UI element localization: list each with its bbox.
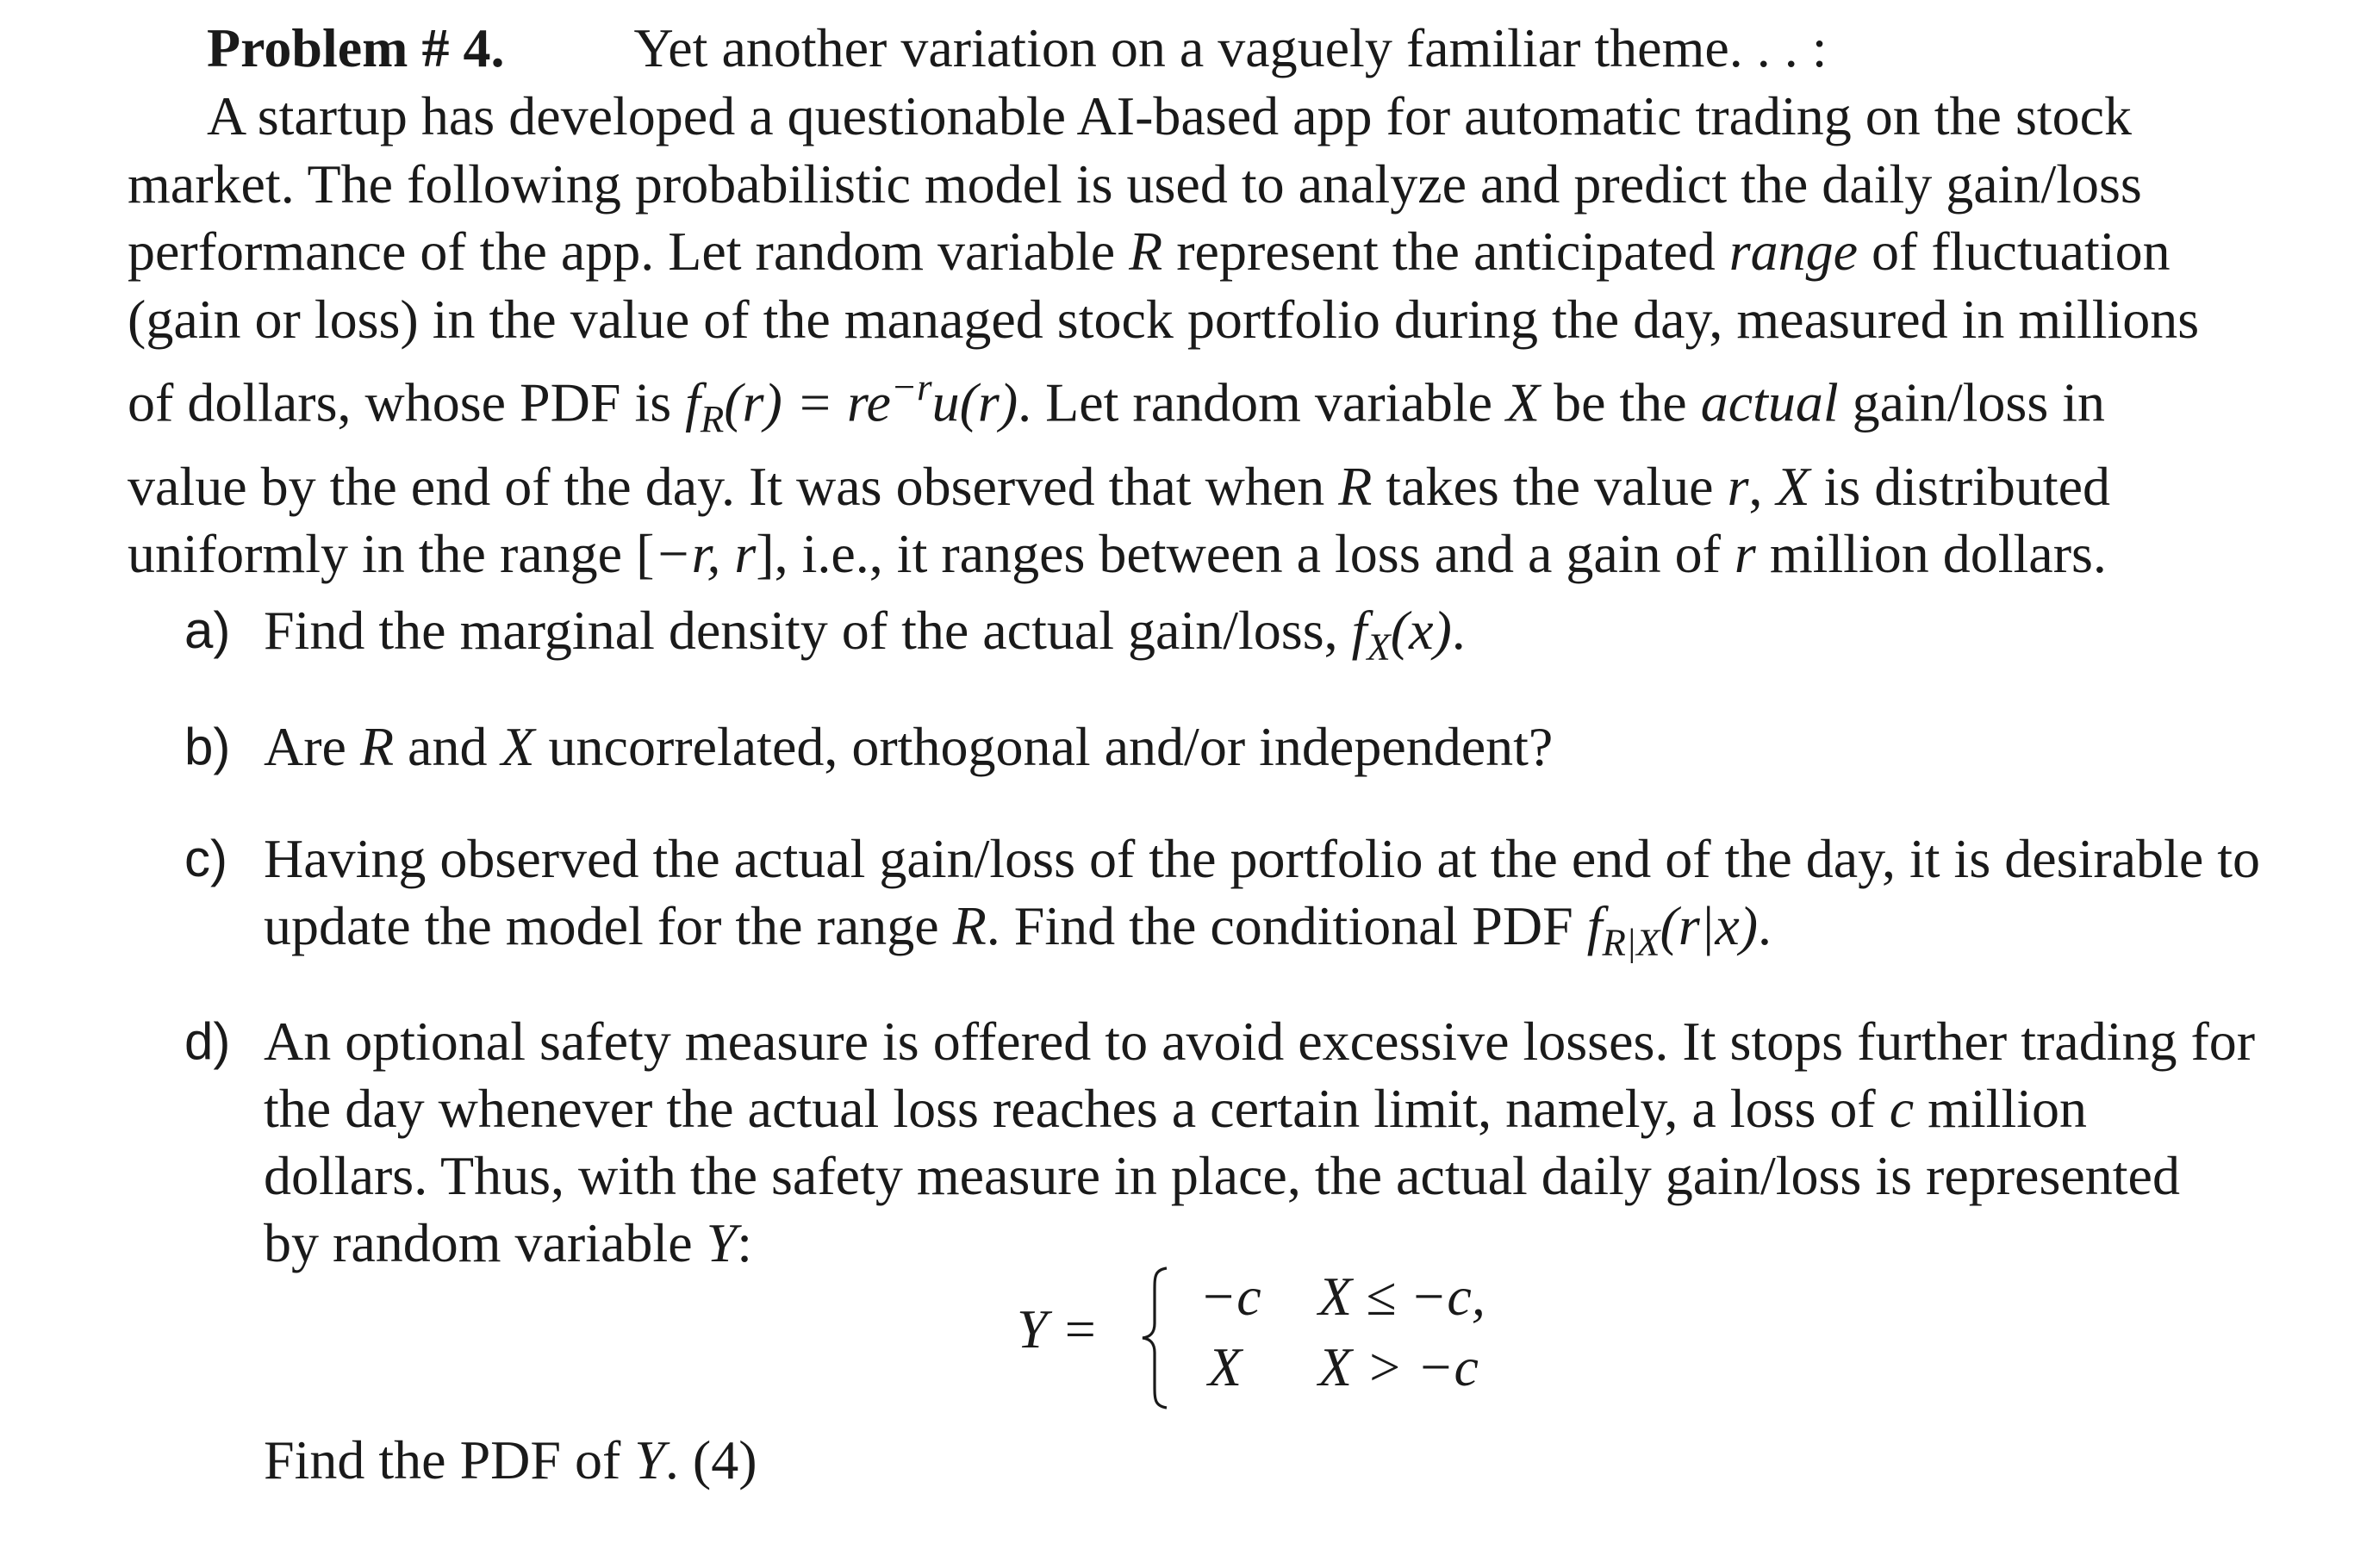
- intro-line: [128, 353, 2299, 453]
- problem-subtitle: Yet another variation on a vaguely familiar theme. . . :: [633, 17, 1828, 78]
- intro-text: of dollars, whose PDF is: [128, 371, 686, 433]
- var-c: c: [1889, 1078, 1915, 1139]
- part-line: dollars. Thus, with the safety measure in place, the actual daily gain/loss is represented: [264, 1145, 2180, 1206]
- pdf-formula: (r) = re: [724, 371, 891, 433]
- var-R: R: [1338, 455, 1373, 517]
- intro-text: of fluctuation: [1858, 221, 2171, 282]
- part-a-marker: a): [184, 601, 231, 659]
- part-text: and: [394, 716, 501, 777]
- part-text: by random variable: [264, 1212, 707, 1273]
- intro-text: gain/loss in: [1838, 371, 2106, 433]
- emphasis-actual: actual: [1700, 371, 1839, 433]
- part-line: [264, 893, 2260, 976]
- var-r: r: [1734, 523, 1756, 585]
- part-c-marker: c): [184, 830, 227, 887]
- intro-text: uniformly in the range [: [128, 523, 655, 585]
- part-text: million: [1914, 1078, 2087, 1139]
- case-2-condition: X > −c: [1318, 1336, 1479, 1397]
- intro-line: A startup has developed a questionable AI-based app for automatic trading on the stock: [207, 85, 2133, 146]
- part-line: [264, 1075, 2255, 1142]
- intro-text: takes the value: [1372, 455, 1728, 517]
- part-text: Are: [264, 716, 360, 777]
- pdf-f: f: [685, 371, 701, 433]
- part-text: update the model for the range: [264, 895, 953, 956]
- final-text: . (4): [664, 1429, 757, 1490]
- piecewise-equation: [1017, 1265, 1551, 1411]
- left-brace-icon: [1137, 1265, 1172, 1411]
- var-Y: Y: [706, 1212, 738, 1273]
- case-1-value: −c: [1199, 1266, 1261, 1327]
- intro-text: represent the anticipated: [1162, 221, 1729, 282]
- part-line: Having observed the actual gain/loss of the portfolio at the end of the day, it is desirable to: [264, 828, 2260, 889]
- pdf-subscript: R|X: [1602, 920, 1660, 964]
- pdf-f: f: [1586, 895, 1603, 956]
- intro-line: [128, 218, 2299, 286]
- part-d-marker: d): [184, 1012, 231, 1070]
- intro-text: value by the end of the day. It was observed that when: [128, 455, 1339, 517]
- part-text: Find the marginal density of the actual gain/loss,: [264, 600, 1352, 661]
- part-text: .: [1451, 600, 1466, 661]
- problem-label: Problem # 4.: [207, 17, 505, 78]
- part-line: An optional safety measure is offered to avoid excessive losses. It stops further trading for: [264, 1011, 2256, 1072]
- part-b-marker: b): [184, 718, 231, 775]
- final-question: [264, 1427, 757, 1494]
- intro-text: be the: [1540, 371, 1701, 433]
- var-r: r: [1727, 455, 1749, 517]
- var-Y: Y: [634, 1429, 665, 1490]
- intro-line: [128, 453, 2299, 521]
- intro-text: performance of the app. Let random variable: [128, 221, 1130, 282]
- part-text: uncorrelated, orthogonal and/or independent?: [534, 716, 1554, 777]
- part-b-text: [264, 713, 1553, 781]
- pdf-subscript: R: [700, 397, 725, 441]
- part-text: :: [737, 1212, 752, 1273]
- pdf-subscript: X: [1367, 625, 1391, 669]
- var-R: R: [1129, 221, 1163, 282]
- intro-text: . Let random variable: [1018, 371, 1507, 433]
- intro-line: market. The following probabilistic model is used to analyze and predict the daily gain/loss: [128, 152, 2142, 215]
- part-text: . Find the conditional PDF: [986, 895, 1587, 956]
- pdf-f: f: [1351, 600, 1367, 661]
- intro-line: (gain or loss) in the value of the managed stock portfolio during the day, measured in millions: [128, 288, 2200, 350]
- interval: −r, r: [654, 523, 757, 585]
- case-1-condition: X ≤ −c,: [1318, 1266, 1485, 1327]
- var-X: X: [501, 716, 535, 777]
- var-R: R: [952, 895, 987, 956]
- intro-line: [128, 520, 2299, 588]
- emphasis-range: range: [1728, 221, 1858, 282]
- intro-text: ,: [1748, 455, 1777, 517]
- var-X: X: [1506, 371, 1541, 433]
- part-a-text: [264, 597, 1466, 681]
- part-d-text: [264, 1008, 2255, 1277]
- intro-text: ], i.e., it ranges between a loss and a gain of: [756, 523, 1735, 585]
- part-c-text: [264, 825, 2260, 976]
- pdf-exponent: −r: [890, 365, 932, 408]
- intro-text: million dollars.: [1755, 523, 2107, 585]
- pdf-argument: (x): [1390, 600, 1452, 661]
- part-text: .: [1758, 895, 1772, 956]
- var-X: X: [1776, 455, 1810, 517]
- problem-intro-paragraph: [128, 83, 2299, 588]
- problem-heading: [207, 7, 1828, 90]
- intro-text: is distributed: [1809, 455, 2110, 517]
- var-R: R: [359, 716, 395, 777]
- case-2-value: X: [1208, 1336, 1243, 1397]
- equation-lhs: Y =: [1017, 1298, 1099, 1360]
- pdf-argument: (r|x): [1660, 895, 1759, 956]
- final-text: Find the PDF of: [264, 1429, 635, 1490]
- part-text: the day whenever the actual loss reaches a certain limit, namely, a loss of: [264, 1078, 1890, 1139]
- pdf-step: u(r): [931, 371, 1018, 433]
